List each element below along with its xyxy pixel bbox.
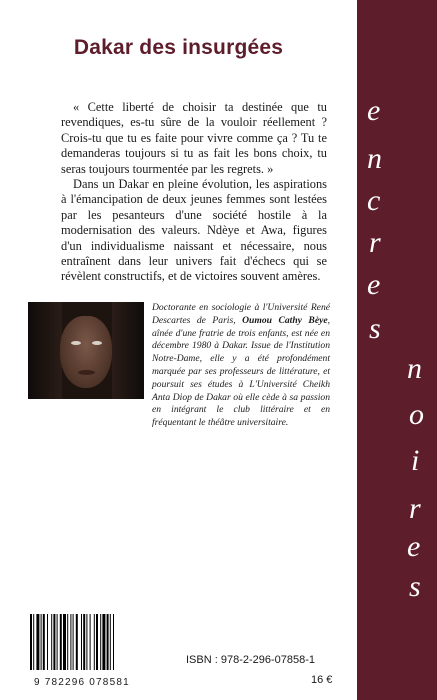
isbn: ISBN : 978-2-296-07858-1 [186, 654, 316, 666]
author-bio [152, 302, 330, 430]
collection-letter: e [407, 530, 421, 563]
collection-letter: r [369, 226, 381, 259]
bio-intro: Doctorante en sociologie à l'Université René Descartes de Paris, [152, 302, 330, 326]
collection-letter: n [367, 142, 382, 175]
collection-letter: c [367, 184, 381, 217]
collection-letter: n [407, 352, 422, 385]
quote-paragraph: « Cette liberté de choisir ta destinée que tu revendiques, es-tu sûre de la vouloir réellement ? Crois-tu que tu es faite pour vivre comme ça ? Tu te demanderas toujours si tu as fait les bons choix, tu seras toujours tourmentée par les regrets. » [61, 100, 327, 176]
author-photo [28, 302, 144, 399]
summary-paragraph: Dans un Dakar en pleine évolution, les aspirations à l'émancipation de deux jeunes femmes sont lestées par les pesanteurs d'une société hostile à la modernisation des valeurs. Ndèye et Awa, figures d'un individualisme naissant et nécessaire, nous entraînent dans leur univers fait d'échecs qui se révèlent constructifs, et de victoires souvent amères. [61, 177, 327, 284]
barcode [30, 614, 140, 670]
collection-band [357, 0, 437, 700]
collection-letter: s [369, 312, 381, 345]
collection-letter: s [409, 570, 421, 603]
collection-letter: o [409, 398, 424, 431]
collection-letter: r [409, 492, 421, 525]
barcode-number: 9 782296 078581 [34, 677, 130, 688]
book-title: Dakar des insurgées [73, 36, 284, 59]
summary-text [61, 100, 327, 285]
collection-letter: i [411, 444, 420, 477]
bio-rest: , aînée d'une fratrie de trois enfants, est née en décembre 1980 à Dakar. Issue de l'Institution Notre-Dame, elle y a été profondément marquée par ses professeurs de littérature, et poursuit ses études à L'Université Cheikh Anta Diop de Dakar où elle cède à sa passion en intégrant le club littéraire et en fréquentant le théâtre universitaire. [152, 314, 330, 429]
collection-letter: e [367, 268, 381, 301]
author-name: Oumou Cathy Bèye [242, 314, 328, 326]
price: 16 € [311, 674, 333, 686]
collection-letter: e [367, 94, 381, 127]
